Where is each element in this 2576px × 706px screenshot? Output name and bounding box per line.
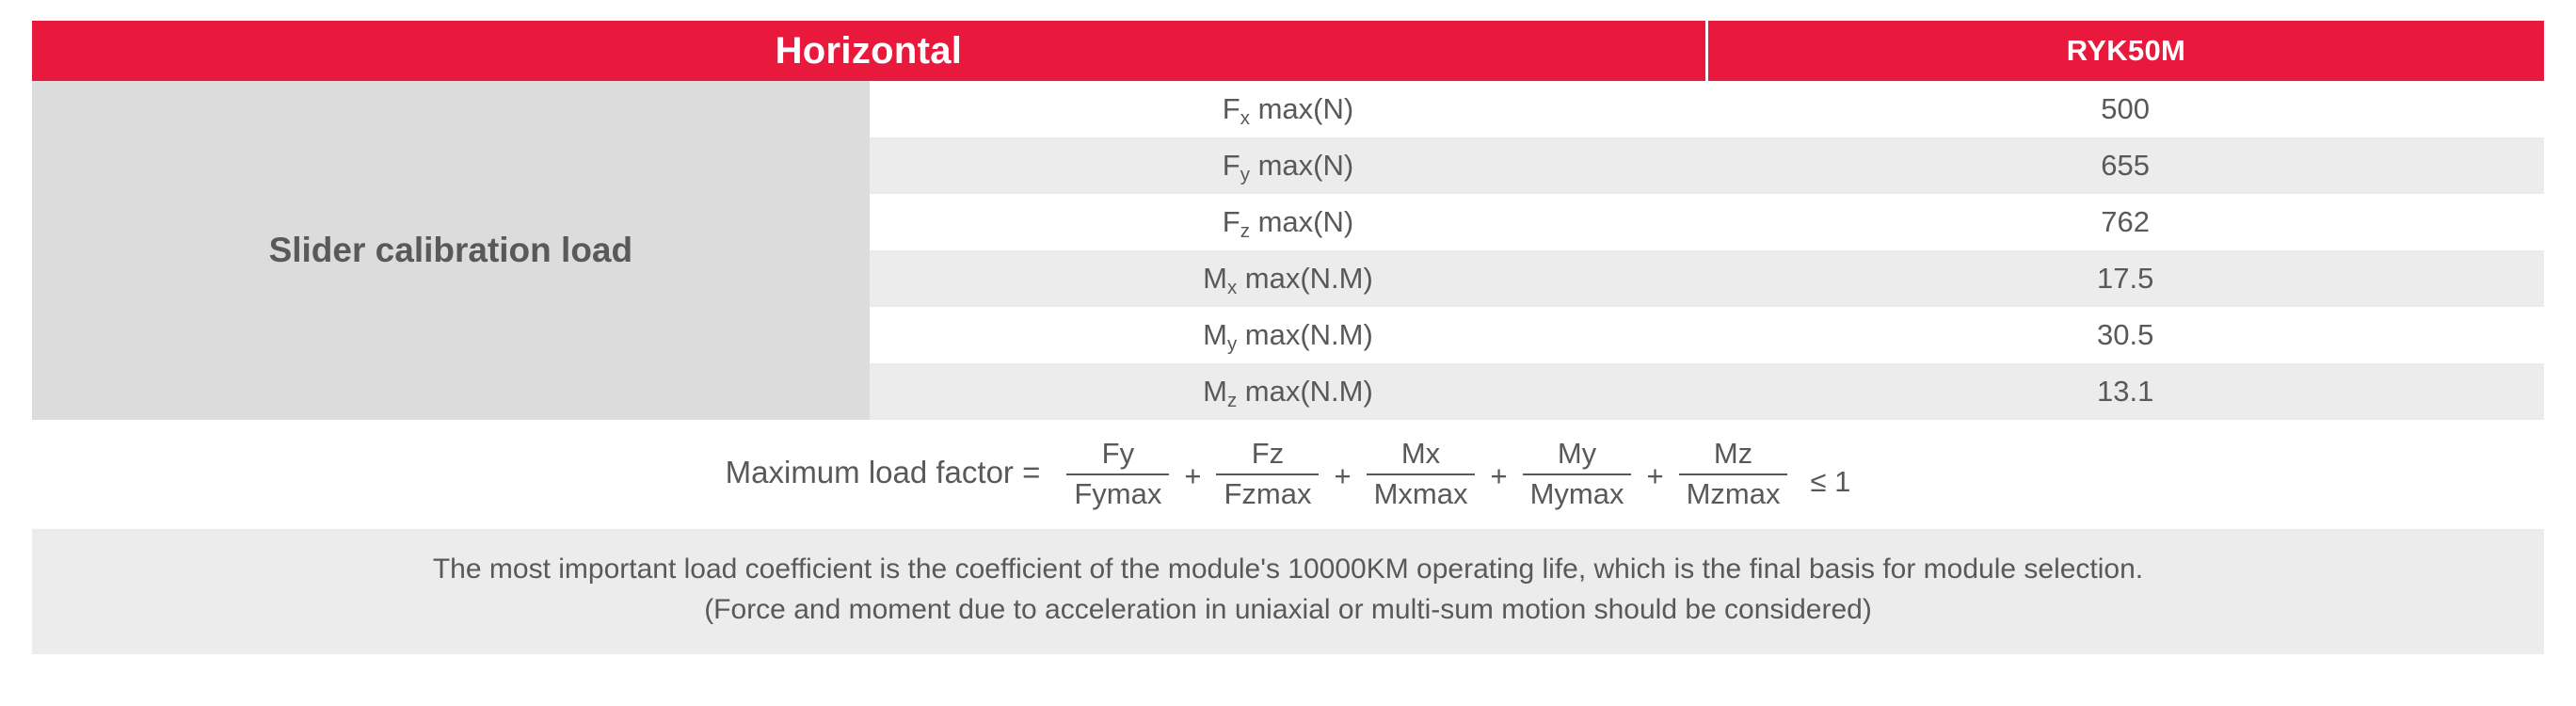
formula-term-mz: [1679, 437, 1788, 511]
note-block: [32, 529, 2544, 654]
param-subscript: x: [1226, 276, 1238, 298]
param-symbol: F: [1222, 92, 1240, 125]
param-label: [870, 363, 1707, 420]
table-row: [32, 81, 2544, 137]
param-subscript: y: [1226, 332, 1238, 355]
formula-denominator: Mxmax: [1367, 473, 1476, 512]
formula-operator: +: [1334, 459, 1352, 492]
param-symbol: F: [1222, 205, 1240, 238]
param-label: [870, 137, 1707, 194]
param-value: 13.1: [1706, 363, 2544, 420]
param-symbol: M: [1203, 318, 1227, 351]
param-unit: max(N): [1249, 205, 1354, 238]
param-subscript: z: [1240, 219, 1250, 242]
param-symbol: F: [1222, 149, 1240, 182]
formula-numerator: My: [1557, 437, 1597, 471]
param-value: 30.5: [1706, 307, 2544, 363]
formula-tail: ≤ 1: [1810, 465, 1851, 498]
formula-numerator: Fz: [1251, 437, 1285, 471]
param-unit: max(N.M): [1237, 375, 1373, 408]
param-subscript: x: [1240, 106, 1250, 129]
formula-operator: +: [1646, 459, 1664, 492]
maximum-load-factor-formula: [32, 420, 2544, 525]
param-value: 762: [1706, 194, 2544, 250]
param-unit: max(N): [1249, 149, 1354, 182]
note-line-2: (Force and moment due to acceleration in uniaxial or multi-sum motion should be considered): [704, 593, 1872, 625]
formula-denominator: Mymax: [1523, 473, 1632, 512]
param-value: 655: [1706, 137, 2544, 194]
formula-term-my: [1523, 437, 1632, 511]
formula-operator: +: [1490, 459, 1508, 492]
table-body: [32, 21, 2544, 420]
param-subscript: z: [1226, 389, 1238, 411]
param-unit: max(N.M): [1237, 262, 1373, 295]
table-header-row: [32, 21, 2544, 81]
formula-term-fy: [1066, 437, 1169, 511]
group-label-slider-calibration-load: Slider calibration load: [32, 81, 870, 420]
formula-denominator: Fzmax: [1216, 473, 1319, 512]
formula-numerator: Fy: [1101, 437, 1135, 471]
header-orientation: Horizontal: [32, 21, 1706, 81]
formula-denominator: Fymax: [1066, 473, 1169, 512]
param-unit: max(N): [1249, 92, 1354, 125]
param-symbol: M: [1203, 262, 1227, 295]
note-line-1: The most important load coefficient is the coefficient of the module's 10000KM operating life, which is the final basis for module selection.: [432, 554, 2144, 585]
param-symbol: M: [1203, 375, 1227, 408]
param-value: 500: [1706, 81, 2544, 137]
header-model: RYK50M: [1706, 21, 2544, 81]
formula-label: Maximum load factor =: [725, 455, 1041, 489]
param-subscript: y: [1240, 163, 1250, 185]
formula-operator: +: [1184, 459, 1202, 492]
formula-numerator: Mx: [1400, 437, 1441, 471]
param-label: [870, 307, 1707, 363]
param-label: [870, 81, 1707, 137]
param-label: [870, 194, 1707, 250]
param-unit: max(N.M): [1237, 318, 1373, 351]
param-label: [870, 250, 1707, 307]
formula-term-fz: [1216, 437, 1319, 511]
formula-term-mx: [1367, 437, 1476, 511]
load-spec-table: [32, 21, 2544, 420]
formula-numerator: Mz: [1713, 437, 1753, 471]
param-value: 17.5: [1706, 250, 2544, 307]
formula-denominator: Mzmax: [1679, 473, 1788, 512]
